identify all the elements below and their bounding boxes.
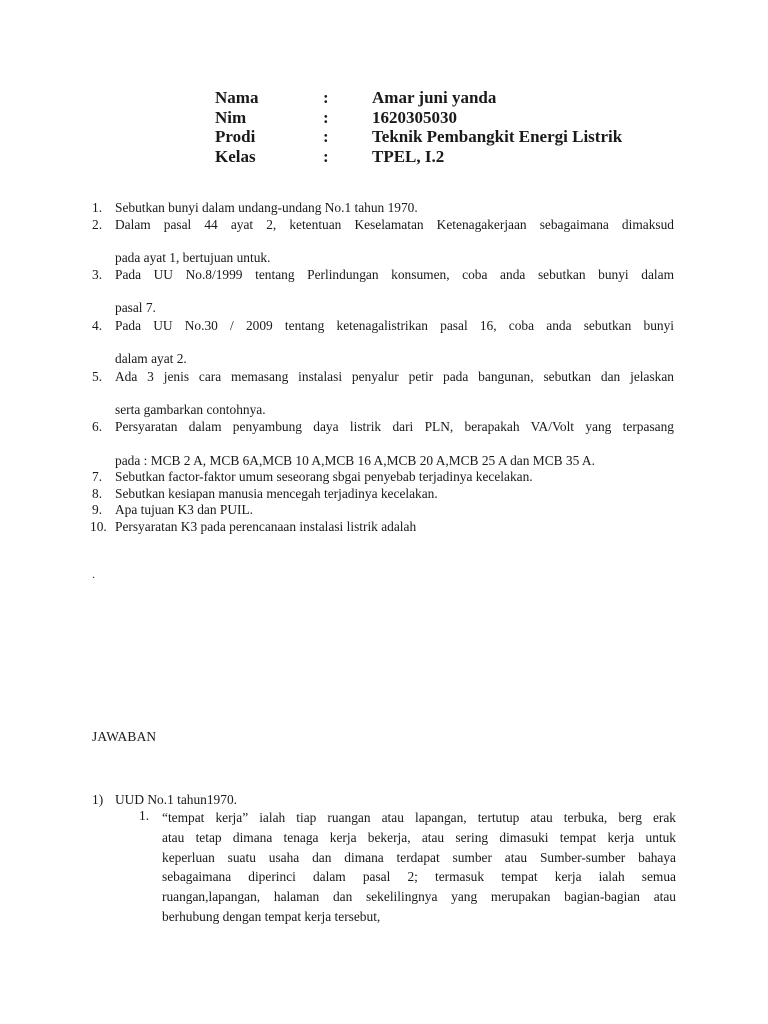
info-value: TPEL, I.2 bbox=[372, 146, 445, 166]
question-text: Ada 3 jenis cara memasang instalasi penyalur petir pada bangunan, sebutkan dan jelaskan bbox=[115, 369, 674, 384]
info-value: 1620305030 bbox=[372, 107, 457, 127]
question-text: dalam ayat 2. bbox=[115, 351, 187, 366]
info-colon: : bbox=[323, 88, 329, 107]
question-number: 2. bbox=[92, 217, 103, 232]
answer-line: ruangan,lapangan, halaman dan sekelilingnya yang merupakan bagian-bagian atau bbox=[162, 889, 676, 905]
info-label: Prodi bbox=[215, 127, 256, 146]
info-colon: : bbox=[323, 146, 329, 166]
question-text: Pada UU No.30 / 2009 tentang ketenagalistrikan pasal 16, coba anda sebutkan bunyi bbox=[115, 318, 674, 333]
answer-line: sebagaimana diperinci dalam pasal 2; termasuk tempat kerja ialah semua bbox=[162, 869, 676, 885]
answer-sub-number: 1. bbox=[139, 808, 150, 823]
answer-line: “tempat kerja” ialah tiap ruangan atau lapangan, tertutup atau terbuka, berg erak bbox=[162, 810, 676, 825]
answer-paragraph bbox=[162, 808, 676, 927]
question-text: Dalam pasal 44 ayat 2, ketentuan Keselamatan Ketenagakerjaan sebagaimana dimaksud bbox=[115, 217, 674, 232]
separator-dot: . bbox=[92, 567, 95, 581]
answer-line: keperluan suatu usaha dan dimana terdapat sumber atau Sumber-sumber bahaya bbox=[162, 849, 676, 865]
info-label: Nim bbox=[215, 107, 247, 127]
question-number: 4. bbox=[92, 318, 103, 333]
question-number: 8. bbox=[92, 486, 103, 501]
info-value: Teknik Pembangkit Energi Listrik bbox=[372, 127, 623, 146]
question-text: pada : MCB 2 A, MCB 6A,MCB 10 A,MCB 16 A,MCB 20 A,MCB 25 A dan MCB 35 A. bbox=[115, 453, 595, 468]
question-text: pada ayat 1, bertujuan untuk. bbox=[115, 250, 271, 265]
answer-line: atau tetap dimana tenaga kerja bekerja, atau sering dimasuki tempat kerja untuk bbox=[162, 829, 676, 845]
answer-line: berhubung dengan tempat kerja tersebut, bbox=[162, 908, 381, 924]
question-text: pasal 7. bbox=[115, 300, 156, 315]
info-label: Nama bbox=[215, 88, 259, 107]
question-number: 6. bbox=[92, 419, 103, 434]
question-text: Persyaratan dalam penyambung daya listrik dari PLN, berapakah VA/Volt yang terpasang bbox=[115, 419, 674, 434]
info-label: Kelas bbox=[215, 146, 256, 166]
question-number: 1. bbox=[92, 200, 103, 215]
question-text: serta gambarkan contohnya. bbox=[115, 402, 266, 417]
question-text: Persyaratan K3 pada perencanaan instalasi listrik adalah bbox=[115, 519, 417, 534]
question-number: 3. bbox=[92, 267, 103, 282]
question-text: Sebutkan bunyi dalam undang-undang No.1 tahun 1970. bbox=[115, 200, 418, 215]
question-text: Sebutkan factor-faktor umum seseorang sbgai penyebab terjadinya kecelakan. bbox=[115, 469, 533, 484]
info-value: Amar juni yanda bbox=[372, 88, 497, 107]
info-colon: : bbox=[323, 127, 329, 146]
info-colon: : bbox=[323, 107, 329, 127]
question-number: 10. bbox=[90, 519, 107, 534]
question-text: Apa tujuan K3 dan PUIL. bbox=[115, 502, 253, 517]
question-text: Pada UU No.8/1999 tentang Perlindungan konsumen, coba anda sebutkan bunyi dalam bbox=[115, 267, 674, 282]
answer-title: UUD No.1 tahun1970. bbox=[115, 792, 237, 807]
question-number: 5. bbox=[92, 369, 103, 384]
question-number: 9. bbox=[92, 502, 103, 517]
question-number: 7. bbox=[92, 469, 103, 484]
answer-number: 1) bbox=[92, 792, 104, 807]
answer-heading: JAWABAN bbox=[92, 729, 157, 744]
question-text: Sebutkan kesiapan manusia mencegah terjadinya kecelakan. bbox=[115, 486, 438, 501]
